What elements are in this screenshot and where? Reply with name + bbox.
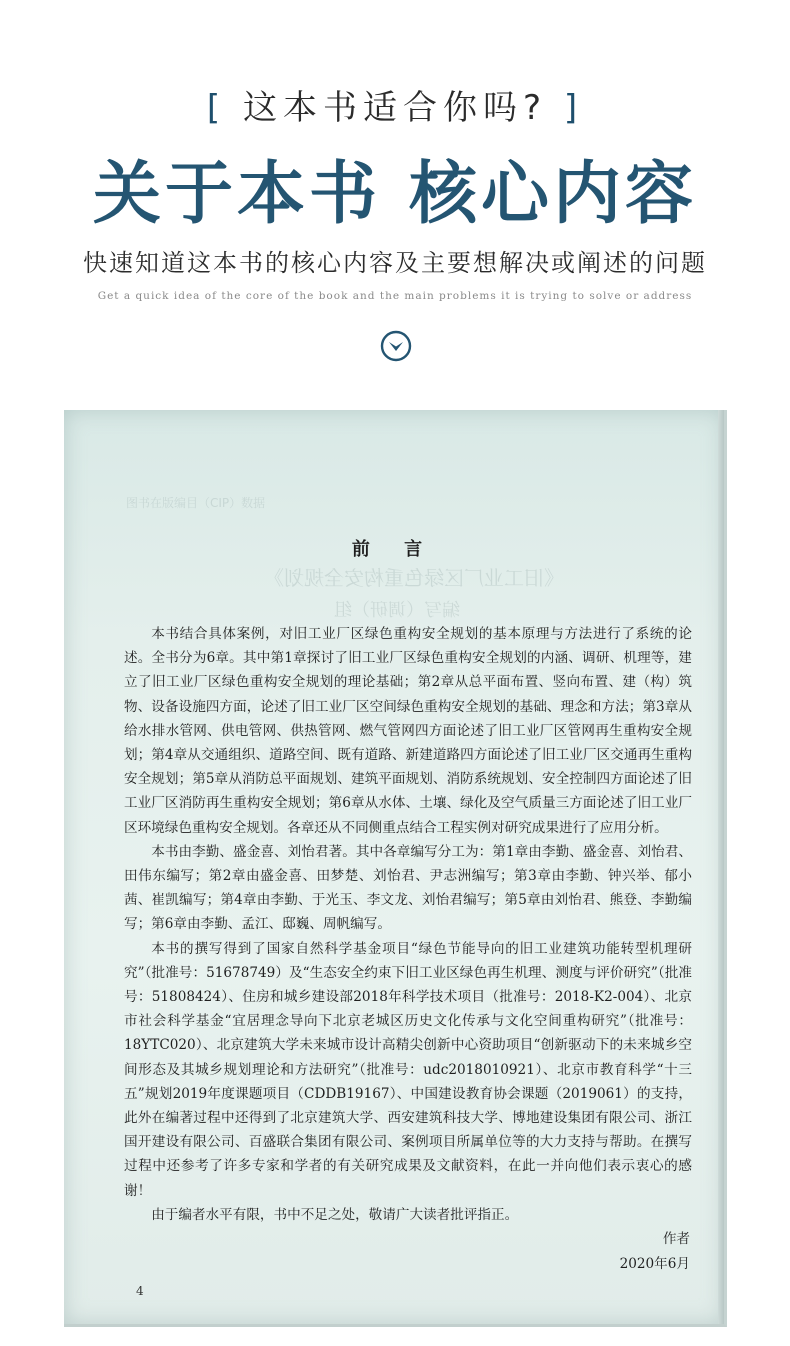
preface-paragraph: 本书结合具体案例，对旧工业厂区绿色重构安全规划的基本原理与方法进行了系统的论述。全书分为6章。其中第1章探讨了旧工业厂区绿色重构安全规划的内涵、调研、机理等，建立了旧工业厂区绿色重构安全规划的理论基础；第2章从总平面布置、竖向布置、建（构）筑物、设备设施四方面，论述了旧工业厂区空间绿色重构安全规划的基础、理念和方法；第3章从给水排水管网、供电管网、供热管网、燃气管网四方面论述了旧工业厂区管网再生重构安全规划；第4章从交通组织、道路空间、既有道路、新建道路四方面论述了旧工业厂区交通再生重构安全规划；第5章从消防总平面规划、建筑平面规划、消防系统规划、安全控制四方面论述了旧工业厂区消防再生重构安全规划；第6章从水体、土壤、绿化及空气质量三方面论述了旧工业厂区环境绿色重构安全规划。各章还从不同侧重点结合工程实例对研究成果进行了应用分析。 [124, 626, 692, 836]
preface-title: 前 言 [351, 539, 437, 560]
preface-paragraph: 由于编者水平有限，书中不足之处，敬请广大读者批评指正。 [151, 1206, 519, 1223]
header [0, 0, 790, 400]
tagline [0, 80, 790, 129]
signature: 作者 [662, 1231, 690, 1247]
main-title [0, 140, 790, 237]
page-number: 4 [136, 1284, 144, 1298]
bracket-close: ] [563, 88, 584, 128]
subtitle-english: Get a quick idea of the core of the book and the main problems it is trying to solve or address [97, 290, 693, 302]
book-page-photo [64, 410, 727, 1327]
preface-paragraph: 本书由李勤、盛金喜、刘怡君著。其中各章编写分工为：第1章由李勤、盛金喜、刘怡君、田伟东编写；第2章由盛金喜、田梦楚、刘怡君、尹志洲编写；第3章由李勤、钟兴举、郁小茜、崔凯编写；第4章由李勤、于光玉、李文龙、刘怡君编写；第5章由刘怡君、熊登、李勤编写；第6章由李勤、孟江、邸巍、周帆编写。 [124, 843, 692, 933]
preface-paragraph: 本书的撰写得到了国家自然科学基金项目“绿色节能导向的旧工业建筑功能转型机理研究”（批准号：51678749）及“生态安全约束下旧工业区绿色再生机理、测度与评价研究”（批准号：51808424）、住房和城乡建设部2018年科学技术项目（批准号：2018-K2-004）、北京市社会科学基金“宜居理念导向下北京老城区历史文化传承与文化空间重构研究”（批准号：18YTC020）、北京建筑大学未来城市设计高精尖创新中心资助项目“创新驱动下的未来城乡空间形态及其城乡规划理论和方法研究”（批准号：udc2018010921）、北京市教育科学“十三五”规划2019年度课题项目（CDDB19167）、中国建设教育协会课题（2019061）的支持，此外在编著过程中还得到了北京建筑大学、西安建筑科技大学、博地建设集团有限公司、浙江国开建设有限公司、百盛联合集团有限公司、案例项目所属单位等的大力支持与帮助。在撰写过程中还参考了许多专家和学者的有关研究成果及文献资料，在此一并向他们表示衷心的感谢！ [124, 940, 692, 1199]
bracket-open: [ [206, 88, 227, 128]
date: 2020年6月 [619, 1256, 690, 1272]
ghost-author-line: 编写（调研）组 [334, 600, 460, 621]
main-title-part1: 关于本书 [92, 154, 381, 234]
main-title-part2: 核心内容 [409, 154, 698, 234]
ghost-cip-text: 图书在版编目（CIP）数据 [126, 496, 266, 510]
tagline-text: 这本书适合你吗? [242, 88, 548, 128]
ghost-book-title: 《旧工业厂区绿色重构安全规划》 [264, 566, 564, 590]
chevron-down-circle-icon[interactable] [380, 330, 412, 362]
preface-body [124, 622, 692, 1227]
subtitle: 快速知道这本书的核心内容及主要想解决或阐述的问题 [83, 249, 707, 277]
